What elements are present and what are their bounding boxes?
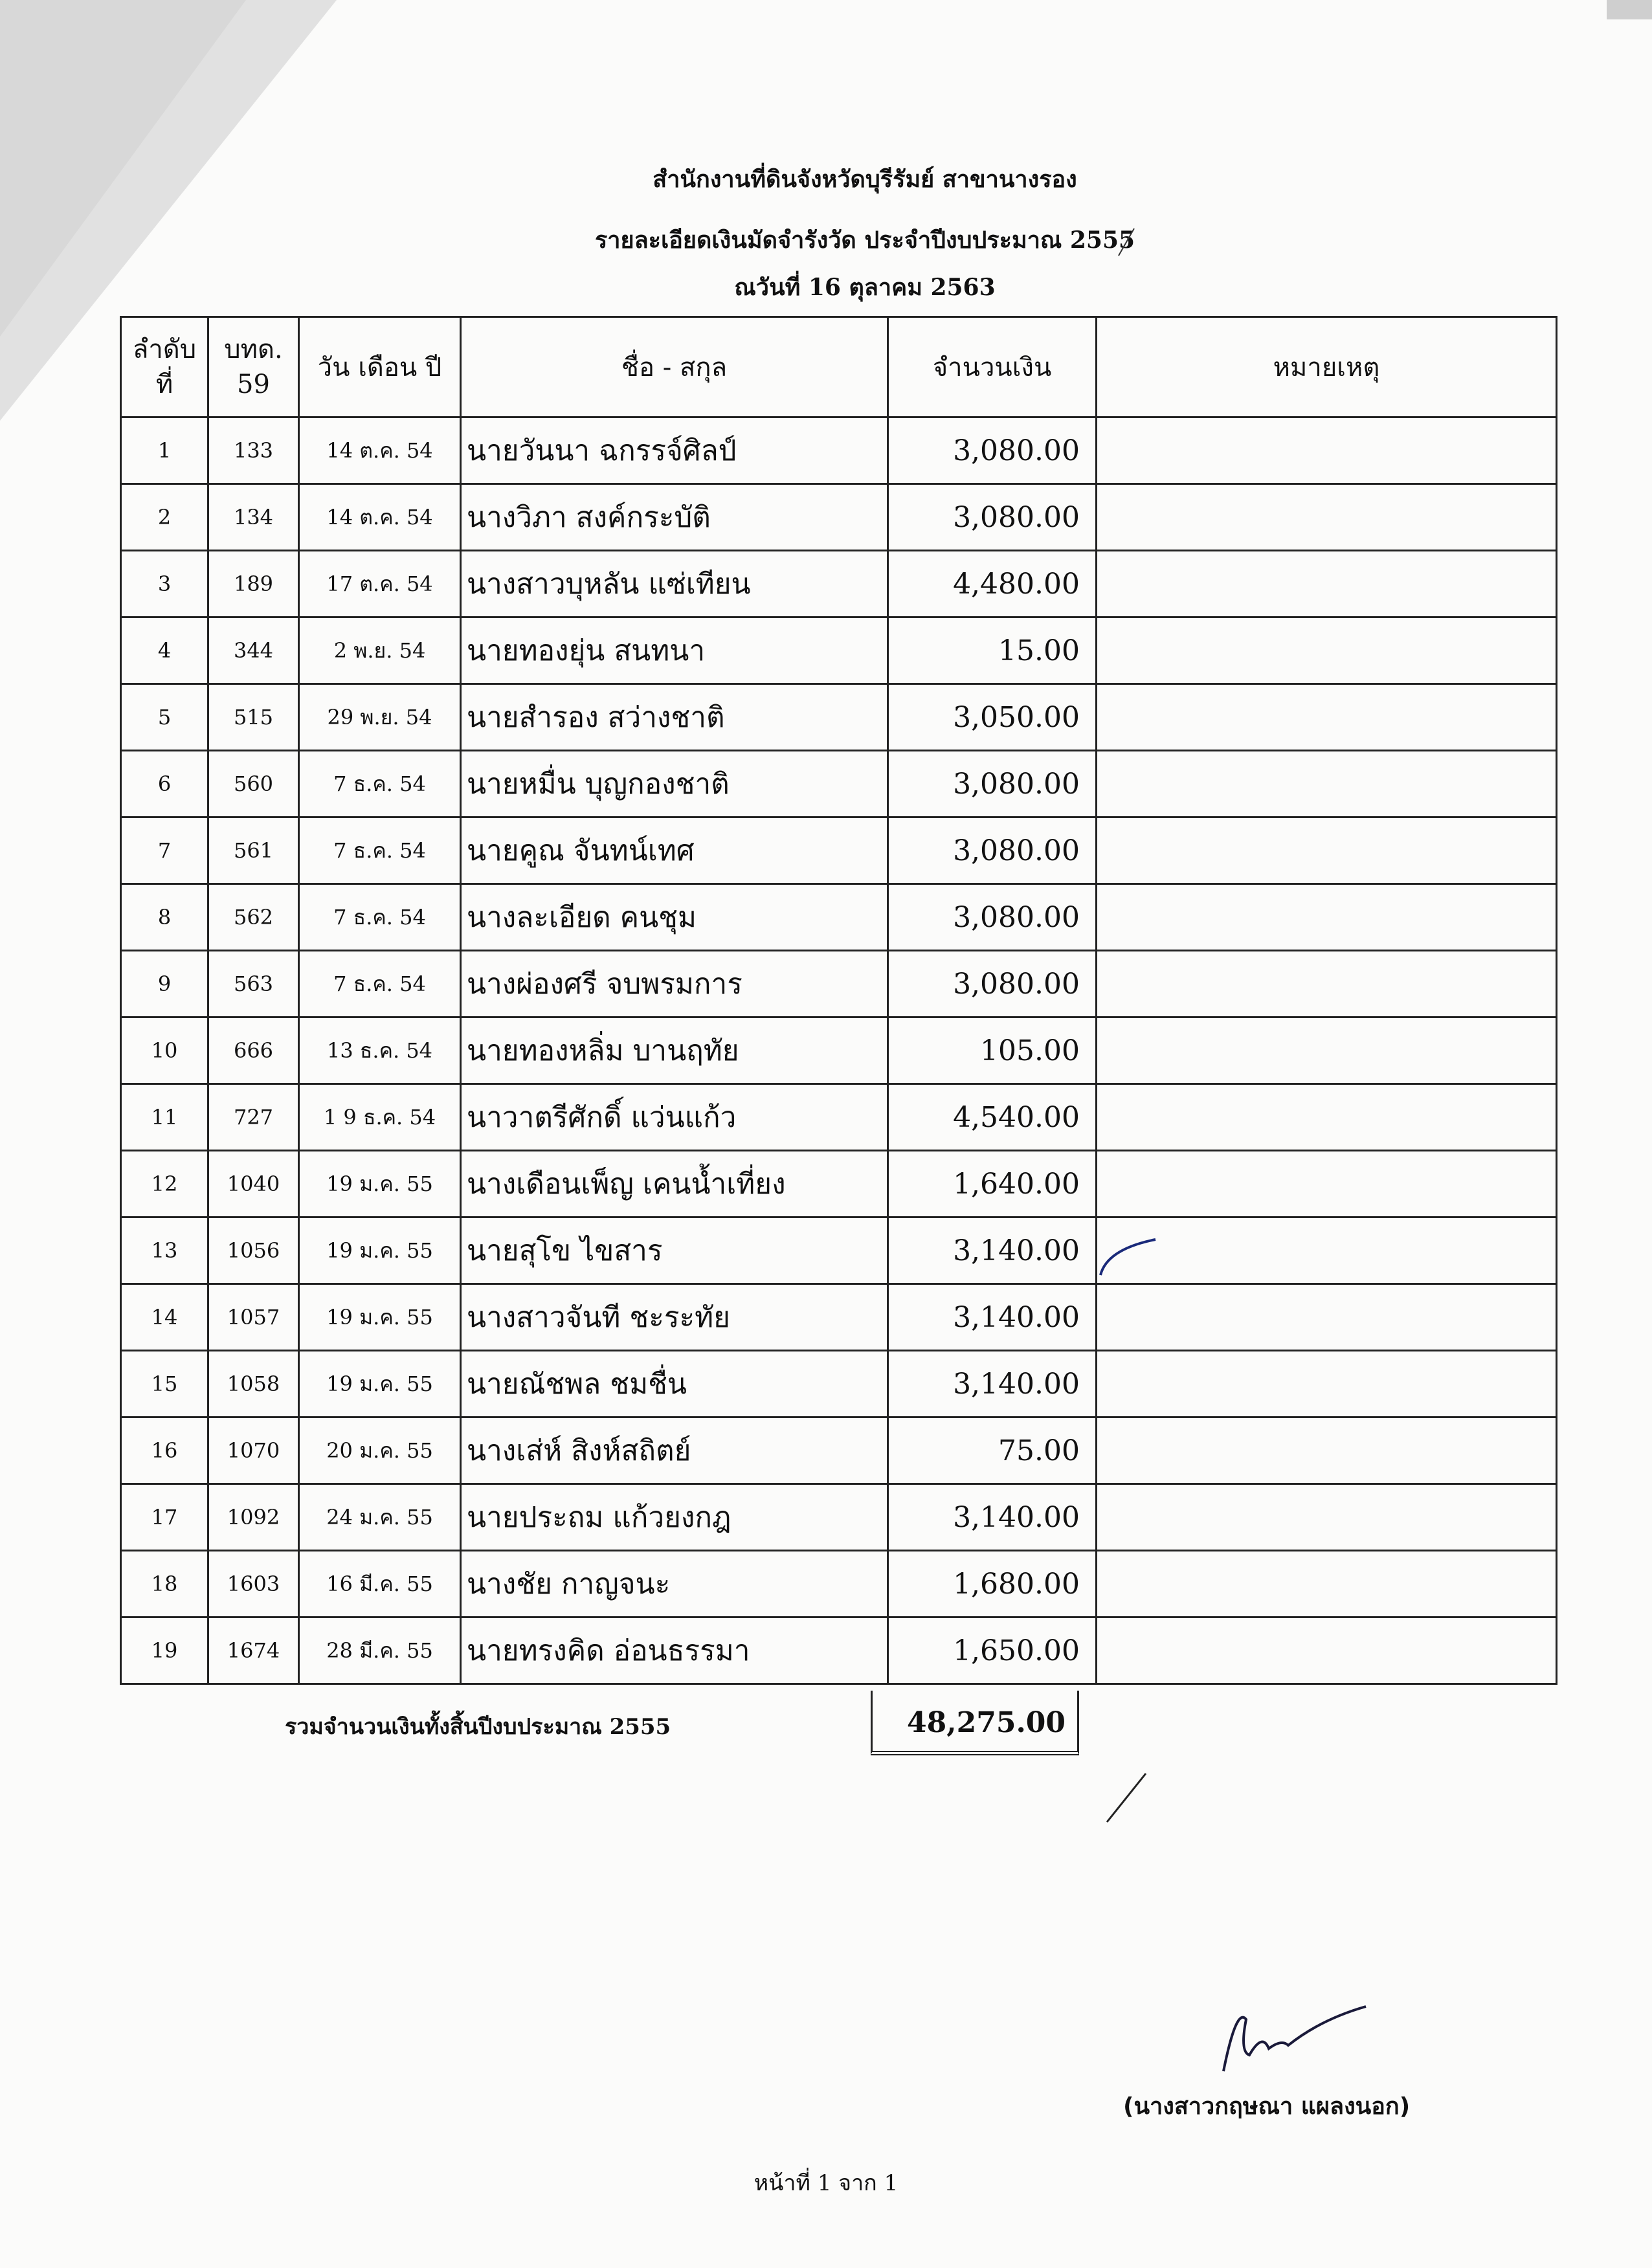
row-amount: 3,080.00 (888, 951, 1097, 1017)
row-remark (1097, 1284, 1557, 1351)
row-amount: 1,640.00 (888, 1151, 1097, 1217)
row-date: 2 พ.ย. 54 (299, 617, 461, 684)
report-title: รายละเอียดเงินมัดจำรังวัด ประจำปีงบประมาณ 2555 (594, 227, 1135, 254)
row-amount: 3,080.00 (888, 884, 1097, 951)
row-code: 1603 (208, 1551, 299, 1618)
row-code: 666 (208, 1017, 299, 1084)
row-index: 13 (121, 1217, 208, 1284)
row-index: 11 (121, 1084, 208, 1151)
row-index: 18 (121, 1551, 208, 1618)
column-header-index-line2: ที่ (155, 370, 173, 399)
row-code: 1057 (208, 1284, 299, 1351)
row-code: 727 (208, 1084, 299, 1151)
row-amount: 3,080.00 (888, 484, 1097, 551)
row-amount: 3,080.00 (888, 417, 1097, 484)
column-header-index (121, 317, 208, 417)
row-index: 4 (121, 617, 208, 684)
row-index: 7 (121, 817, 208, 884)
row-name: นายสุโข ไขสาร (461, 1217, 888, 1284)
row-index: 9 (121, 951, 208, 1017)
row-remark (1097, 1017, 1557, 1084)
row-code: 344 (208, 617, 299, 684)
row-name: นางผ่องศรี จบพรมการ (461, 951, 888, 1017)
report-date: ณวันที่ 16 ตุลาคม 2563 (734, 274, 996, 301)
row-remark (1097, 751, 1557, 817)
tick-pen-mark (1113, 223, 1139, 262)
row-index: 19 (121, 1618, 208, 1684)
table-row (121, 1217, 1557, 1284)
row-index: 10 (121, 1017, 208, 1084)
row-amount: 3,140.00 (888, 1217, 1097, 1284)
row-date: 1 9 ธ.ค. 54 (299, 1084, 461, 1151)
table-row (121, 417, 1557, 484)
row-remark (1097, 417, 1557, 484)
row-name: นายทรงคิด อ่อนธรรมา (461, 1618, 888, 1684)
column-header-code-line1: บทด. (224, 335, 283, 364)
table-row (121, 817, 1557, 884)
row-code: 189 (208, 551, 299, 617)
deposit-table (120, 316, 1557, 1685)
row-name: นางชัย กาญจนะ (461, 1551, 888, 1618)
row-amount: 3,140.00 (888, 1484, 1097, 1551)
row-name: นายหมื่น บุญกองชาติ (461, 751, 888, 817)
row-date: 19 ม.ค. 55 (299, 1151, 461, 1217)
row-name: นางวิภา สงค์กระบัติ (461, 484, 888, 551)
row-amount: 3,080.00 (888, 817, 1097, 884)
row-amount: 3,140.00 (888, 1284, 1097, 1351)
table-row (121, 1418, 1557, 1484)
row-code: 134 (208, 484, 299, 551)
row-date: 14 ต.ค. 54 (299, 417, 461, 484)
office-name: สำนักงานที่ดินจังหวัดบุรีรัมย์ สาขานางรอง (653, 166, 1077, 193)
row-date: 13 ธ.ค. 54 (299, 1017, 461, 1084)
row-name: นางเดือนเพ็ญ เคนน้ำเที่ยง (461, 1151, 888, 1217)
table-row (121, 551, 1557, 617)
row-code: 1092 (208, 1484, 299, 1551)
table-row (121, 751, 1557, 817)
row-name: นางละเอียด คนชุม (461, 884, 888, 951)
row-name: นายทองหลิ่ม บานฤทัย (461, 1017, 888, 1084)
handwritten-signature (1211, 1994, 1379, 2091)
row-name: นางสาวบุหลัน แซ่เทียน (461, 551, 888, 617)
row-remark (1097, 1217, 1557, 1284)
table-body (121, 417, 1557, 1684)
row-date: 20 ม.ค. 55 (299, 1418, 461, 1484)
row-name: นาวาตรีศักดิ์ แว่นแก้ว (461, 1084, 888, 1151)
row-code: 1056 (208, 1217, 299, 1284)
row-index: 15 (121, 1351, 208, 1418)
total-label: รวมจำนวนเงินทั้งสิ้นปีงบประมาณ 2555 (285, 1714, 671, 1740)
row-name: นางเส่ห์ สิงห์สถิตย์ (461, 1418, 888, 1484)
row-date: 19 ม.ค. 55 (299, 1351, 461, 1418)
row-amount: 3,140.00 (888, 1351, 1097, 1418)
row-amount: 3,050.00 (888, 684, 1097, 751)
row-index: 12 (121, 1151, 208, 1217)
row-index: 14 (121, 1284, 208, 1351)
column-header-code-line2: 59 (237, 370, 270, 399)
row-remark (1097, 951, 1557, 1017)
checkmark-pen-mark (1094, 1233, 1165, 1285)
row-index: 1 (121, 417, 208, 484)
table-row (121, 617, 1557, 684)
row-date: 28 มี.ค. 55 (299, 1618, 461, 1684)
row-code: 515 (208, 684, 299, 751)
row-remark (1097, 1084, 1557, 1151)
row-code: 1070 (208, 1418, 299, 1484)
row-name: นางสาวจันที ชะระทัย (461, 1284, 888, 1351)
row-name: นายคูณ จันทน์เทศ (461, 817, 888, 884)
row-code: 563 (208, 951, 299, 1017)
row-code: 1040 (208, 1151, 299, 1217)
scan-edge-mark (1607, 0, 1652, 19)
table-row (121, 484, 1557, 551)
column-header-amount: จำนวนเงิน (888, 317, 1097, 417)
row-index: 3 (121, 551, 208, 617)
row-date: 7 ธ.ค. 54 (299, 817, 461, 884)
row-remark (1097, 684, 1557, 751)
row-date: 16 มี.ค. 55 (299, 1551, 461, 1618)
signer-name: (นางสาวกฤษณา แผลงนอก) (1123, 2093, 1411, 2120)
row-index: 5 (121, 684, 208, 751)
row-amount: 4,540.00 (888, 1084, 1097, 1151)
row-remark (1097, 1618, 1557, 1684)
row-code: 1674 (208, 1618, 299, 1684)
row-remark (1097, 1418, 1557, 1484)
table-row (121, 1618, 1557, 1684)
row-index: 2 (121, 484, 208, 551)
table-row (121, 1484, 1557, 1551)
row-amount: 1,680.00 (888, 1551, 1097, 1618)
table-row (121, 1084, 1557, 1151)
table-row (121, 1017, 1557, 1084)
table-row (121, 1151, 1557, 1217)
row-date: 7 ธ.ค. 54 (299, 884, 461, 951)
total-amount: 48,275.00 (871, 1691, 1079, 1755)
row-index: 8 (121, 884, 208, 951)
row-code: 560 (208, 751, 299, 817)
column-header-name: ชื่อ - สกุล (461, 317, 888, 417)
row-name: นายสำรอง สว่างชาติ (461, 684, 888, 751)
row-amount: 105.00 (888, 1017, 1097, 1084)
row-name: นายประถม แก้วยงกฎ (461, 1484, 888, 1551)
row-amount: 3,080.00 (888, 751, 1097, 817)
row-date: 29 พ.ย. 54 (299, 684, 461, 751)
table-row (121, 1351, 1557, 1418)
column-header-remark: หมายเหตุ (1097, 317, 1557, 417)
row-date: 7 ธ.ค. 54 (299, 951, 461, 1017)
row-code: 562 (208, 884, 299, 951)
row-date: 17 ต.ค. 54 (299, 551, 461, 617)
table-row (121, 1551, 1557, 1618)
row-remark (1097, 1551, 1557, 1618)
row-name: นายทองยุ่น สนทนา (461, 617, 888, 684)
row-date: 24 ม.ค. 55 (299, 1484, 461, 1551)
row-code: 1058 (208, 1351, 299, 1418)
table-header-row (121, 317, 1557, 417)
row-remark (1097, 617, 1557, 684)
row-amount: 4,480.00 (888, 551, 1097, 617)
column-header-index-line1: ลำดับ (132, 335, 197, 364)
row-name: นายวันนา ฉกรรจ์ศิลป์ (461, 417, 888, 484)
row-remark (1097, 1151, 1557, 1217)
row-amount: 75.00 (888, 1418, 1097, 1484)
row-date: 19 ม.ค. 55 (299, 1284, 461, 1351)
row-date: 14 ต.ค. 54 (299, 484, 461, 551)
row-code: 133 (208, 417, 299, 484)
table-row (121, 884, 1557, 951)
row-amount: 15.00 (888, 617, 1097, 684)
row-remark (1097, 551, 1557, 617)
row-date: 19 ม.ค. 55 (299, 1217, 461, 1284)
table-row (121, 1284, 1557, 1351)
row-remark (1097, 817, 1557, 884)
table-row (121, 684, 1557, 751)
slash-pen-mark (1100, 1767, 1152, 1825)
row-amount: 1,650.00 (888, 1618, 1097, 1684)
table-row (121, 951, 1557, 1017)
page-number: หน้าที่ 1 จาก 1 (753, 2170, 899, 2196)
row-code: 561 (208, 817, 299, 884)
column-header-date: วัน เดือน ปี (299, 317, 461, 417)
row-index: 17 (121, 1484, 208, 1551)
row-index: 16 (121, 1418, 208, 1484)
row-date: 7 ธ.ค. 54 (299, 751, 461, 817)
row-name: นายณัชพล ชมชื่น (461, 1351, 888, 1418)
row-remark (1097, 884, 1557, 951)
row-remark (1097, 484, 1557, 551)
row-remark (1097, 1351, 1557, 1418)
row-index: 6 (121, 751, 208, 817)
column-header-code (208, 317, 299, 417)
row-remark (1097, 1484, 1557, 1551)
